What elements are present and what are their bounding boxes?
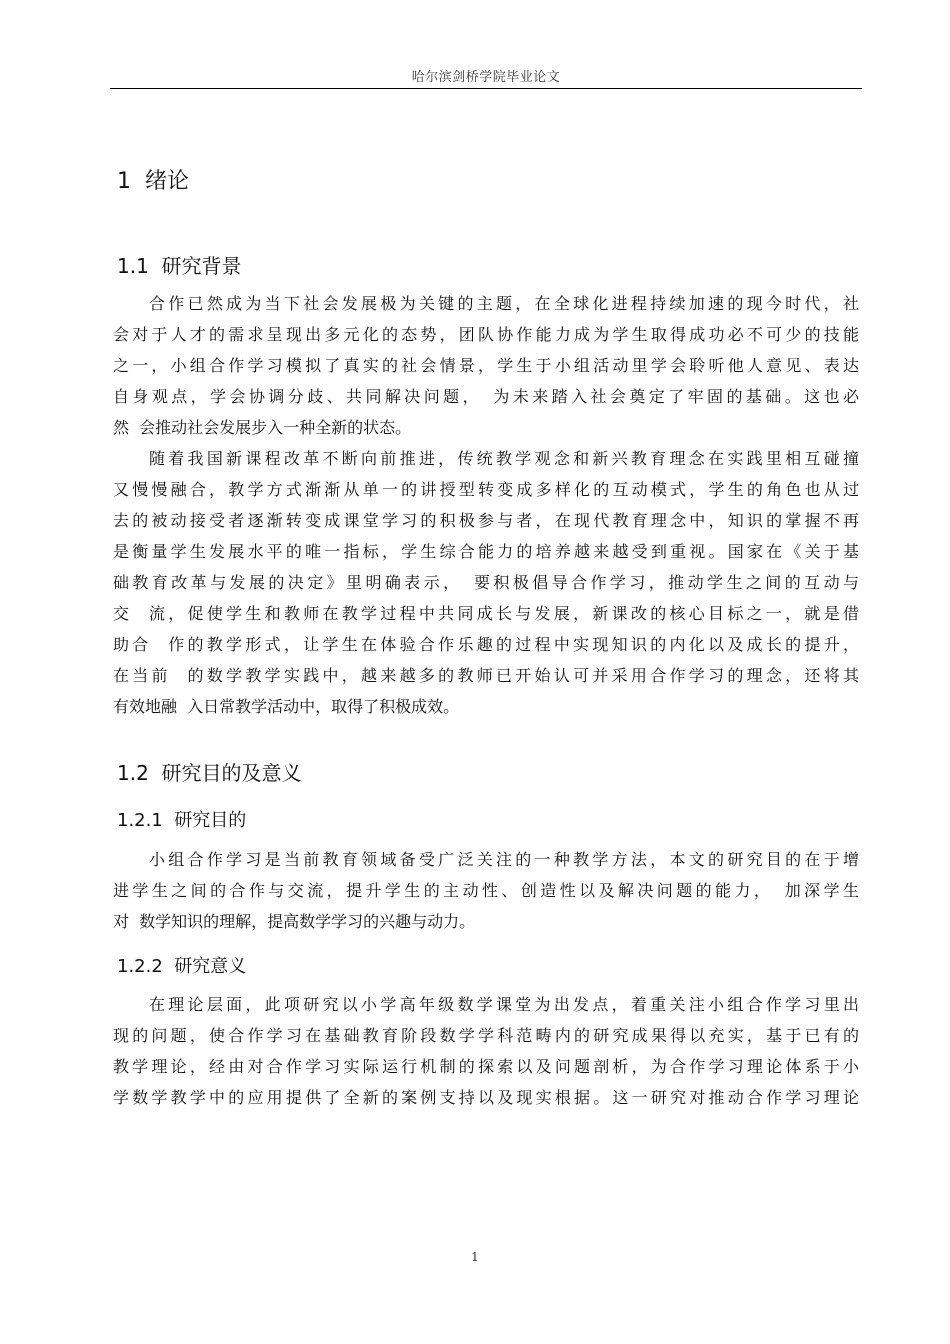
text-line: 学数学教学中的应用提供了全新的案例支持以及现实根据。这一研究对推动合作学习理论 xyxy=(113,1088,859,1107)
text-line: 去的被动接受者逐渐转变成课堂学习的积极参与者，在现代教育理念中，知识的掌握不再 xyxy=(113,511,859,530)
section-number: 1.2 xyxy=(117,761,149,785)
page-number: 1 xyxy=(471,1250,479,1264)
section-heading-purpose-significance xyxy=(117,757,302,786)
text-line: 现的问题，使合作学习在基础教育阶段数学学科范畴内的研究成果得以充实，基于已有的 xyxy=(113,1026,859,1045)
purpose-paragraph xyxy=(113,844,859,937)
text-line: 小组合作学习是当前教育领域备受广泛关注的一种教学方法，本文的研究目的在于增 xyxy=(149,850,859,869)
text-line: 在理论层面，此项研究以小学高年级数学课堂为出发点，着重关注小组合作学习里出 xyxy=(149,995,859,1014)
text-line: 会对于人才的需求呈现出多元化的态势，团队协作能力成为学生取得成功必不可少的技能 xyxy=(113,325,859,344)
subsection-title: 研究意义 xyxy=(174,956,247,977)
subsection-title: 研究目的 xyxy=(174,810,247,831)
page-header: 哈尔滨剑桥学院毕业论文 xyxy=(411,70,561,85)
section-number: 1.1 xyxy=(117,254,149,278)
text-line: 助合 作的教学形式，让学生在体验合作乐趣的过程中实现知识的内化以及成长的提升， xyxy=(113,635,859,654)
text-line: 对 数学知识的理解，提高数学学习的兴趣与动力。 xyxy=(113,912,476,931)
text-line: 交 流，促使学生和教师在教学过程中共同成长与发展，新课改的核心目标之一，就是借 xyxy=(113,604,859,623)
subsection-number: 1.2.2 xyxy=(117,956,163,977)
text-line: 教学理论，经由对合作学习实际运行机制的探索以及问题剖析，为合作学习理论体系于小 xyxy=(113,1057,859,1076)
text-line: 有效地融 入日常教学活动中，取得了积极成效。 xyxy=(113,697,460,716)
chapter-title: 绪论 xyxy=(145,169,190,194)
section-title: 研究目的及意义 xyxy=(161,761,302,785)
text-line: 进学生之间的合作与交流，提升学生的主动性、创造性以及解决问题的能力， 加深学生 xyxy=(113,881,859,900)
text-line: 随着我国新课程改革不断向前推进，传统教学观念和新兴教育理念在实践里相互碰撞 xyxy=(149,449,859,468)
subsection-number: 1.2.1 xyxy=(117,810,163,831)
background-paragraph-1 xyxy=(113,288,859,443)
text-line: 然 会推动社会发展步入一种全新的状态。 xyxy=(113,418,412,437)
chapter-number: 1 xyxy=(117,169,131,194)
subsection-heading-purpose xyxy=(117,806,246,832)
text-line: 之一，小组合作学习模拟了真实的社会情景，学生于小组活动里学会聆听他人意见、表达 xyxy=(113,356,859,375)
section-heading-background xyxy=(117,250,242,279)
text-line: 合作已然成为当下社会发展极为关键的主题，在全球化进程持续加速的现今时代，社 xyxy=(149,294,859,313)
text-line: 础教育改革与发展的决定》里明确表示， 要积极倡导合作学习，推动学生之间的互动与 xyxy=(113,573,859,592)
header-divider xyxy=(110,88,862,89)
significance-paragraph xyxy=(113,989,859,1113)
text-line: 是衡量学生发展水平的唯一指标，学生综合能力的培养越来越受到重视。国家在《关于基 xyxy=(113,542,859,561)
section-title: 研究背景 xyxy=(161,254,242,278)
background-paragraph-2 xyxy=(113,443,859,722)
text-line: 自身观点，学会协调分歧、共同解决问题， 为未来踏入社会奠定了牢固的基础。这也必 xyxy=(113,387,859,406)
subsection-heading-significance xyxy=(117,952,246,978)
chapter-heading xyxy=(117,164,189,195)
text-line: 在当前 的数学教学实践中，越来越多的教师已开始认可并采用合作学习的理念，还将其 xyxy=(113,666,859,685)
text-line: 又慢慢融合，教学方式渐渐从单一的讲授型转变成多样化的互动模式，学生的角色也从过 xyxy=(113,480,859,499)
